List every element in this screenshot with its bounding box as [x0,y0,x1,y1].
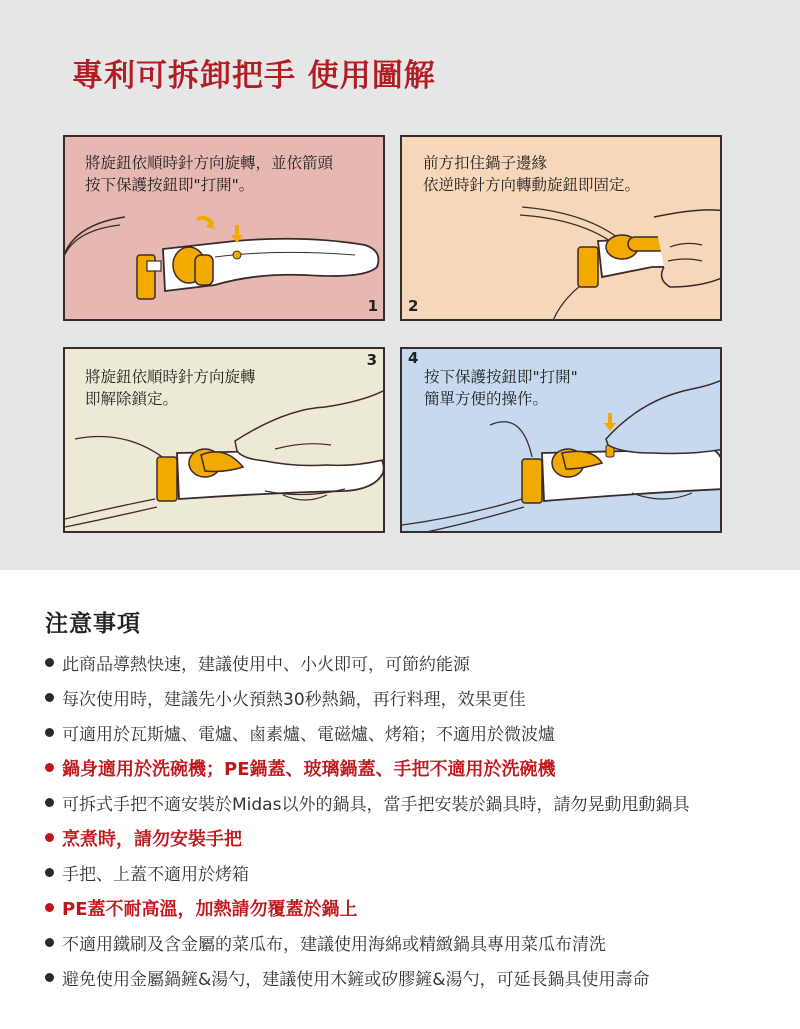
bullet-icon [45,798,54,807]
panel-caption [424,366,578,410]
note-item [45,750,785,785]
caption-line: 即解除鎖定。 [85,390,179,408]
note-text: 可拆式手把不適安裝於Midas以外的鍋具，當手把安裝於鍋具時，請勿晃動甩動鍋具 [62,795,690,815]
note-text: 可適用於瓦斯爐、電爐、鹵素爐、電磁爐、烤箱；不適用於微波爐 [62,725,555,745]
note-item [45,890,785,925]
step-number: 2 [408,297,419,315]
caption-line: 按下保護按鈕即"打開"。 [85,176,255,194]
bullet-icon [45,903,54,912]
bullet-icon [45,938,54,947]
note-text: 避免使用金屬鍋鏟&湯勺，建議使用木鏟或矽膠鏟&湯勺，可延長鍋具使用壽命 [62,970,650,990]
caption-line: 將旋鈕依順時針方向旋轉，並依箭頭 [85,154,334,172]
note-item [45,820,785,855]
bullet-icon [45,973,54,982]
note-item [45,645,785,680]
instruction-panel-4 [400,347,722,533]
panel-caption [423,152,640,196]
note-text: 烹煮時，請勿安裝手把 [62,828,242,850]
caption-line: 按下保護按鈕即"打開" [424,368,578,386]
notes-list [45,645,785,995]
note-text: 每次使用時，建議先小火預熱30秒熱鍋，再行料理，效果更佳 [62,690,526,710]
notes-title: 注意事項 [45,611,141,637]
step-number: 4 [408,349,419,367]
note-item [45,715,785,750]
instruction-panel-2 [400,135,722,321]
panel-caption [85,152,333,196]
step-number: 1 [367,297,378,315]
step-number: 3 [366,351,377,369]
note-item [45,925,785,960]
caption-line: 前方扣住鍋子邊緣 [423,154,548,172]
caption-line: 依逆時針方向轉動旋鈕即固定。 [423,176,641,194]
panel-caption [85,366,256,410]
bullet-icon [45,658,54,667]
caption-line: 將旋鈕依順時針方向旋轉 [85,368,256,386]
bullet-icon [45,763,54,772]
note-text: 手把、上蓋不適用於烤箱 [62,865,249,885]
note-text: 此商品導熱快速，建議使用中、小火即可，可節約能源 [62,655,470,675]
instruction-panel-1 [63,135,385,321]
note-item [45,855,785,890]
note-text: PE蓋不耐高溫，加熱請勿覆蓋於鍋上 [62,898,358,920]
bullet-icon [45,728,54,737]
bullet-icon [45,868,54,877]
bullet-icon [45,833,54,842]
note-item [45,785,785,820]
note-text: 不適用鐵刷及含金屬的菜瓜布，建議使用海綿或精緻鍋具專用菜瓜布清洗 [62,935,606,955]
instruction-panel-3 [63,347,385,533]
caption-line: 簡單方便的操作。 [424,390,549,408]
bullet-icon [45,693,54,702]
page-title: 專利可拆卸把手 使用圖解 [72,58,436,94]
note-text: 鍋身適用於洗碗機；PE鍋蓋、玻璃鍋蓋、手把不適用於洗碗機 [62,758,556,780]
note-item [45,960,785,995]
note-item [45,680,785,715]
